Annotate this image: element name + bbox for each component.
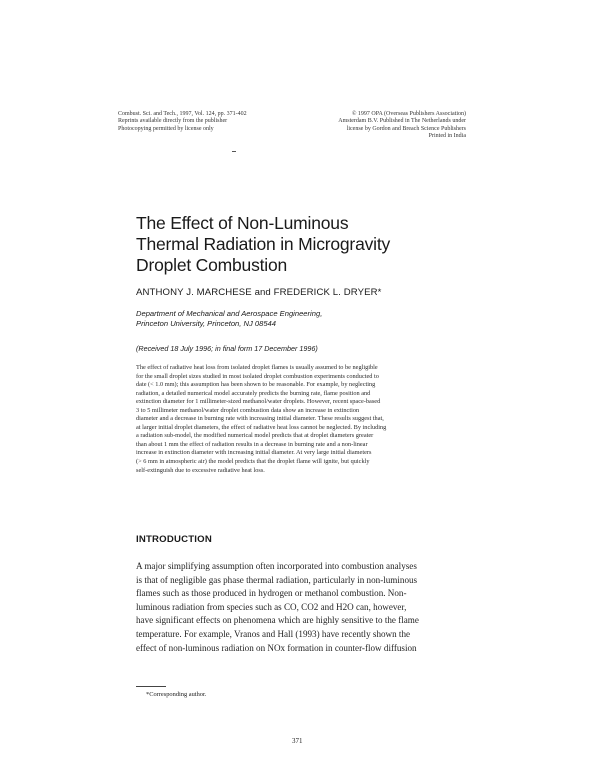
affiliation (136, 309, 456, 329)
footnote: *Corresponding author. (146, 691, 207, 698)
copyright-line: Printed in India (428, 133, 466, 140)
title-line: Thermal Radiation in Microgravity (136, 234, 391, 254)
abstract-line: at larger initial droplet diameters, the effect of radiative heat loss cannot be neglected. By including (136, 423, 387, 431)
abstract-line: date (< 1.0 mm); this assumption has been shown to be reasonable. For example, by neglecting (136, 381, 376, 389)
abstract-line: radiation, a detailed numerical model accurately predicts the burning rate, flame position and (136, 389, 371, 397)
body-line: is that of negligible gas phase thermal radiation, particularly in non-luminous (136, 574, 418, 585)
citation-line: Photocopying permitted by license only (118, 125, 214, 132)
abstract-line: (> 6 mm in atmospheric air) the model predicts that the droplet flame will ignite, but quickly (136, 458, 370, 466)
abstract-line: 3 to 5 millimeter methanol/water droplet combustion data show an increase in extinction (136, 406, 360, 414)
abstract (136, 364, 466, 475)
affiliation-line: Department of Mechanical and Aerospace Engineering, (136, 309, 323, 318)
copyright-line: Amsterdam B.V. Published in The Netherlands under (338, 118, 466, 125)
body-line: A major simplifying assumption often incorporated into combustion analyses (136, 561, 417, 571)
copyright-line: © 1997 OPA (Overseas Publishers Association) (351, 111, 466, 117)
citation-line: Reprints available directly from the publisher (118, 118, 228, 125)
abstract-line: for the small droplet sizes studied in most isolated droplet combustion experiments conducted to (136, 372, 379, 380)
page-number: 371 (292, 737, 303, 745)
body-line: temperature. For example, Vranos and Hall (1993) have recently shown the (136, 628, 411, 639)
copyright-line: license by Gordon and Breach Science Publishers (346, 125, 466, 132)
abstract-line: The effect of radiative heat loss from isolated droplet flames is usually assumed to be negligible (136, 364, 378, 371)
author-list: ANTHONY J. MARCHESE and FREDERICK L. DRYER* (136, 287, 382, 298)
title-line: Droplet Combustion (136, 255, 288, 275)
copyright-notice (316, 111, 466, 141)
received-date: (Received 18 July 1996; in final form 17 December 1996) (136, 344, 318, 353)
abstract-line: than about 1 mm the effect of radiation results in a decrease in burning rate and a non-linear (136, 440, 368, 448)
body-line: luminous radiation from species such as CO, CO2 and H2O can, however, (136, 601, 407, 612)
body-line: have significant effects on phenomena which are highly sensitive to the flame (136, 615, 419, 626)
footnote-rule (136, 686, 166, 687)
abstract-line: extinction diameter for 1 millimeter-sized methanol/water droplets. However, recent space-based (136, 398, 381, 406)
title-line: The Effect of Non-Luminous (136, 213, 349, 233)
body-line: flames such as those produced in hydrogen or methanol combustion. Non- (136, 588, 407, 599)
citation-line: Combust. Sci. and Tech., 1997, Vol. 124, pp. 371-402 (118, 111, 247, 117)
journal-citation (118, 111, 298, 133)
body-line: effect of non-luminous radiation on NOx formation in counter-flow diffusion (136, 642, 417, 653)
paper-title (136, 213, 496, 276)
abstract-line: a radiation sub-model, the modified numerical model predicts that at droplet diameters greater (136, 432, 374, 440)
body-text (136, 560, 466, 655)
abstract-line: increase in extinction diameter with increasing initial diameter. At very large initial diameters (136, 449, 372, 457)
affiliation-line: Princeton University, Princeton, NJ 08544 (136, 319, 276, 328)
abstract-line: diameter and a decrease in burning rate with increasing initial diameter. These results suggest that, (136, 415, 384, 423)
abstract-line: self-extinguish due to excessive radiative heat loss. (136, 466, 265, 474)
section-heading: INTRODUCTION (136, 534, 212, 545)
page-mark (232, 151, 236, 152)
